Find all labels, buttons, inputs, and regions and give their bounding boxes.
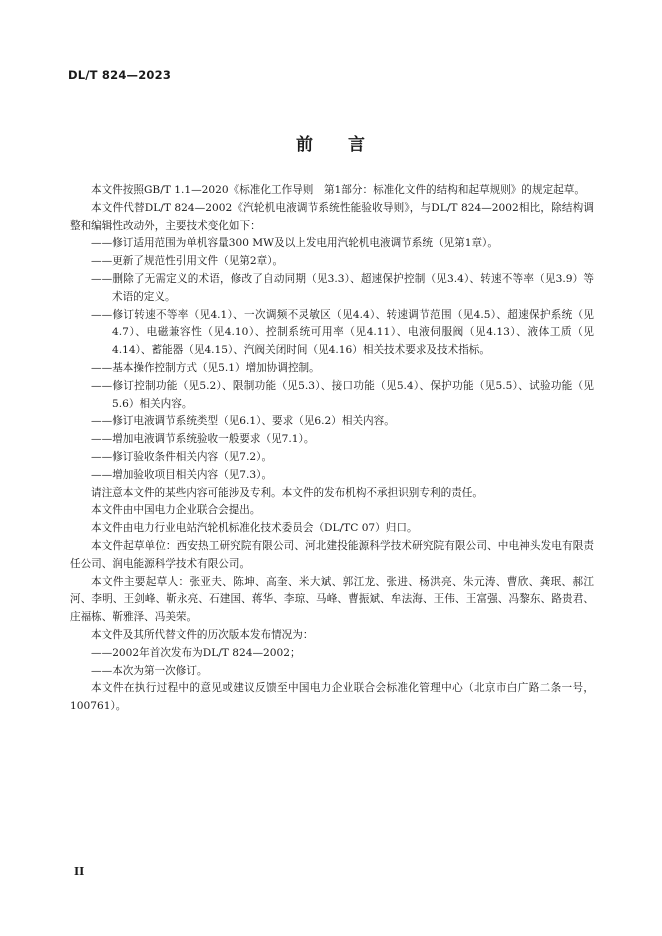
change-list-item: ——修订控制功能（见5.2）、限制功能（见5.3）、接口功能（见5.4）、保护功能（见5.5）、试验功能（见5.6）相关内容。	[91, 379, 594, 410]
change-list-item: ——基本操作控制方式（见5.1）增加协调控制。	[91, 361, 320, 374]
paragraph: 请注意本文件的某些内容可能涉及专利。本文件的发布机构不承担识别专利的责任。	[91, 486, 483, 499]
change-list-item: ——删除了无需定义的术语，修改了自动同期（见3.3）、超速保护控制（见3.4）、转速不等率（见3.9）等术语的定义。	[91, 272, 594, 303]
change-list-item: ——修订验收条件相关内容（见7.2）。	[91, 450, 273, 463]
change-list-item: ——更新了规范性引用文件（见第2章）。	[91, 255, 284, 268]
history-list-item: ——2002年首次发布为DL/T 824—2002；	[91, 646, 301, 659]
page-title	[0, 130, 662, 155]
paragraph: 本文件起草单位：西安热工研究院有限公司、河北建投能源科学技术研究院有限公司、中电神头发电有限责任公司、润电能源科学技术有限公司。	[70, 539, 594, 570]
change-list-item: ——修订适用范围为单机容量300 MW及以上发电用汽轮机电液调节系统（见第1章）。	[91, 237, 498, 250]
paragraph: 本文件由中国电力企业联合会提出。	[91, 504, 261, 517]
standard-code: DL/T 824—2023	[68, 68, 172, 82]
paragraph: 本文件由电力行业电站汽轮机标准化技术委员会（DL/TC 07）归口。	[91, 522, 418, 535]
paragraph: 本文件按照GB/T 1.1—2020《标准化工作导则 第1部分：标准化文件的结构和起草规则》的规定起草。	[91, 184, 585, 196]
paragraph: 本文件在执行过程中的意见或建议反馈至中国电力企业联合会标准化管理中心（北京市白广路二条一号，100761）。	[70, 682, 594, 713]
title-char: 前	[296, 135, 314, 155]
history-list-item: ——本次为第一次修订。	[91, 664, 208, 677]
change-list-item: ——修订电液调节系统类型（见6.1）、要求（见6.2）相关内容。	[91, 415, 395, 428]
paragraph: 本文件主要起草人：张亚夫、陈坤、高奎、米大斌、郭江龙、张进、杨洪亮、朱元涛、曹欣、龚珉、郝江河、李明、王剑峰、靳永亮、石建国、蒋华、李琼、马峰、曹振斌、牟法海、王伟、王富强、冯黎东、路贵君、庄福栋、靳雅泽、冯美荣。	[70, 575, 594, 624]
foreword-body	[70, 182, 594, 716]
paragraph: 本文件及其所代替文件的历次版本发布情况为：	[91, 628, 314, 641]
change-list-item: ——增加验收项目相关内容（见7.3）。	[91, 468, 273, 481]
change-list-item: ——增加电液调节系统验收一般要求（见7.1）。	[91, 433, 315, 446]
paragraph: 本文件代替DL/T 824—2002《汽轮机电液调节系统性能验收导则》，与DL/T 824—2002相比，除结构调整和编辑性改动外，主要技术变化如下：	[70, 201, 594, 232]
page-number: II	[74, 865, 85, 878]
title-char: 言	[348, 135, 366, 155]
change-list-item: ——修订转速不等率（见4.1）、一次调频不灵敏区（见4.4）、转速调节范围（见4.5）、超速保护系统（见4.7）、电磁兼容性（见4.10）、控制系统可用率（见4.11）、电液伺服阀（见4.13）、液体工质（见4.14）、蓄能器（见4.15）、汽阀关闭时间（见4.16）相关技术要求及技术指标。	[91, 308, 594, 357]
